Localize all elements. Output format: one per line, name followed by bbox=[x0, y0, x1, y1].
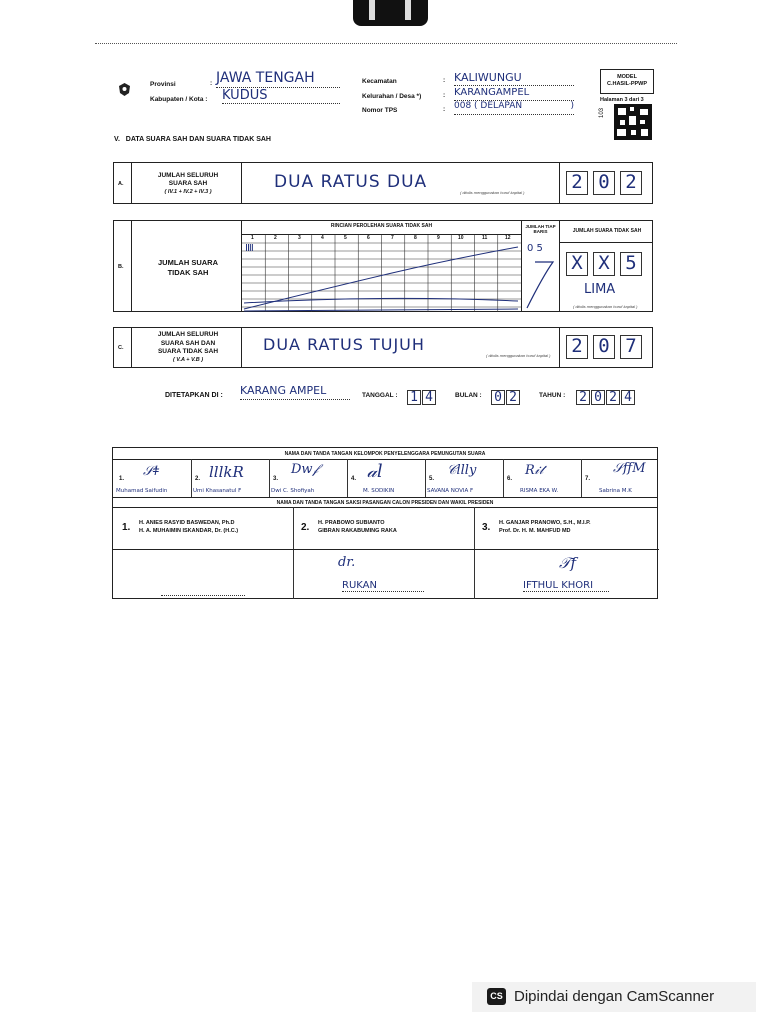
day-digit: 1 bbox=[407, 390, 421, 405]
row-c-label: JUMLAH SELURUH SUARA SAH DAN SUARA TIDAK SAH bbox=[157, 331, 219, 355]
tps-value bbox=[454, 101, 574, 115]
colon: : bbox=[443, 106, 446, 113]
model-line1: MODEL bbox=[617, 74, 637, 80]
district-label: Kecamatan bbox=[362, 78, 397, 85]
row-a bbox=[113, 162, 653, 204]
year-digit: 4 bbox=[621, 390, 635, 405]
year-boxes bbox=[576, 388, 636, 406]
grid-col: 1 bbox=[251, 235, 254, 241]
row-c-digit-2: 0 bbox=[593, 335, 615, 359]
candidate-name-1: H. ANIES RASYID BASWEDAN, Ph.D bbox=[139, 520, 235, 526]
candidate-name-2: H. A. MUHAIMIN ISKANDAR, Dr. (H.C.) bbox=[139, 528, 239, 534]
camscanner-logo-text: CS bbox=[490, 991, 503, 1001]
day-label: TANGGAL : bbox=[362, 392, 398, 399]
row-b-letter: B. bbox=[118, 264, 124, 270]
official-signature: Dw𝒻 bbox=[291, 462, 319, 477]
cut-line bbox=[95, 43, 677, 44]
divider bbox=[113, 497, 657, 498]
divider bbox=[113, 549, 659, 550]
official-name: SAVANA NOVIA F bbox=[427, 488, 474, 494]
officials-title: NAMA DAN TANDA TANGAN KELOMPOK PENYELENGGARA PEMUNGUTAN SUARA bbox=[284, 451, 486, 457]
scan-fragment bbox=[353, 0, 428, 26]
official-name: Umi Khasanatul F bbox=[193, 488, 242, 494]
grid-col: 9 bbox=[437, 235, 440, 241]
witness-2-name: RUKAN bbox=[342, 580, 424, 592]
colon: : bbox=[443, 92, 446, 99]
candidate-no: 3. bbox=[482, 522, 491, 533]
row-b-digit-2: X bbox=[593, 252, 615, 276]
official-no: 7. bbox=[585, 476, 591, 482]
model-line2: C.HASIL-PPWP bbox=[606, 81, 648, 87]
official-name: Muhamad Saifudin bbox=[116, 488, 168, 494]
regency-label: Kabupaten / Kota : bbox=[150, 96, 208, 103]
grid-col-numbers bbox=[242, 235, 521, 242]
row-b-label: JUMLAH SUARA TIDAK SAH bbox=[158, 258, 218, 277]
row-a-letter: A. bbox=[118, 181, 124, 187]
row-a-digit-3: 2 bbox=[620, 171, 642, 195]
candidate-name-1: H. GANJAR PRANOWO, S.H., M.I.P. bbox=[499, 520, 591, 526]
place-label: DITETAPKAN DI : bbox=[165, 392, 223, 399]
candidate-name-1: H. PRABOWO SUBIANTO bbox=[318, 520, 385, 526]
tally-grid bbox=[242, 234, 521, 312]
row-c-formula: ( V.A + V.B ) bbox=[172, 357, 204, 363]
officials-row bbox=[113, 459, 659, 497]
official-signature: lllkR bbox=[209, 463, 244, 481]
row-c-digit-1: 2 bbox=[566, 335, 588, 359]
village-label: Kelurahan / Desa *) bbox=[362, 93, 422, 100]
month-boxes bbox=[491, 388, 521, 406]
grid-col: 2 bbox=[274, 235, 277, 241]
total-title: JUMLAH SUARA TIDAK SAH bbox=[572, 228, 642, 234]
year-digit: 0 bbox=[591, 390, 605, 405]
witness-1-line bbox=[161, 587, 245, 596]
page-label: Halaman 3 dari 3 bbox=[600, 97, 644, 103]
year-digit: 2 bbox=[606, 390, 620, 405]
candidate-name-2: GIBRAN RAKABUMING RAKA bbox=[318, 528, 397, 534]
row-b-note: ( ditulis menggunakan huruf kapital ) bbox=[573, 304, 638, 309]
tally-mark: IIII bbox=[245, 243, 253, 254]
row-b bbox=[113, 220, 653, 312]
row-c-letter: C. bbox=[118, 345, 124, 351]
official-signature: 𝒮ǂ bbox=[143, 464, 160, 479]
divider bbox=[559, 242, 653, 243]
tps-close: ) bbox=[570, 101, 574, 111]
section-title: V. DATA SUARA SAH DAN SUARA TIDAK SAH bbox=[114, 136, 271, 143]
official-no: 4. bbox=[351, 476, 357, 482]
official-no: 2. bbox=[195, 476, 201, 482]
official-no: 5. bbox=[429, 476, 435, 482]
signature-table bbox=[112, 447, 658, 599]
row-b-digit-1: X bbox=[566, 252, 588, 276]
model-box bbox=[600, 69, 654, 94]
grid-col: 7 bbox=[391, 235, 394, 241]
grid-title: RINCIAN PEROLEHAN SUARA TIDAK SAH bbox=[330, 223, 433, 229]
day-boxes bbox=[407, 388, 437, 406]
official-signature: 𝒞llly bbox=[447, 463, 477, 478]
official-name: Sabrina M.K bbox=[599, 488, 632, 494]
year-digit: 2 bbox=[576, 390, 590, 405]
row-a-formula: ( IV.1 + IV.2 + IV.3 ) bbox=[164, 189, 212, 195]
row-a-digit-2: 0 bbox=[593, 171, 615, 195]
row-b-words: LIMA bbox=[584, 282, 616, 297]
grid-col: 10 bbox=[458, 235, 464, 241]
witness-signature: dr. bbox=[338, 555, 356, 570]
grid-col: 12 bbox=[505, 235, 511, 241]
witness-signature: 𝒯f bbox=[559, 554, 577, 572]
village-value: KARANGAMPEL bbox=[454, 87, 574, 101]
camscanner-badge bbox=[472, 982, 756, 1012]
grid-col: 5 bbox=[344, 235, 347, 241]
candidate-name-2: Prof. Dr. H. M. MAHFUD MD bbox=[499, 528, 571, 534]
official-name: Dwi C. Shofiyah bbox=[271, 488, 315, 494]
candidate-no: 1. bbox=[122, 522, 131, 533]
row-a-words: DUA RATUS DUA bbox=[274, 172, 428, 192]
row-c bbox=[113, 327, 653, 368]
emblem-icon bbox=[119, 83, 130, 96]
row-b-digit-3: 5 bbox=[620, 252, 642, 276]
witnesses-title: NAMA DAN TANDA TANGAN SAKSI PASANGAN CALON PRESIDEN DAN WAKIL PRESIDEN bbox=[276, 500, 494, 506]
candidates-row bbox=[113, 507, 659, 599]
place-value: KARANG AMPEL bbox=[240, 384, 350, 400]
tps-number: 008 ( DELAPAN bbox=[454, 101, 523, 111]
row-c-words: DUA RATUS TUJUH bbox=[263, 335, 425, 354]
candidate-no: 2. bbox=[301, 522, 310, 533]
row-a-label: JUMLAH SELURUH SUARA SAH bbox=[157, 172, 219, 187]
official-name: M. SODIKIN bbox=[363, 488, 395, 494]
grid-col: 11 bbox=[482, 235, 488, 241]
grid-col: 4 bbox=[321, 235, 324, 241]
official-signature: R𝒾𝓉 bbox=[525, 463, 544, 478]
tps-label: Nomor TPS bbox=[362, 107, 398, 114]
per-row-cross-icon bbox=[523, 256, 558, 310]
official-no: 6. bbox=[507, 476, 513, 482]
province-label: Provinsi bbox=[150, 81, 176, 88]
official-name: RISMA EKA W. bbox=[520, 488, 559, 494]
month-digit: 2 bbox=[506, 390, 520, 405]
grid-col: 6 bbox=[367, 235, 370, 241]
grid-col: 3 bbox=[298, 235, 301, 241]
district-value: KALIWUNGU bbox=[454, 71, 574, 86]
per-row-title: JUMLAH TIAP BARIS bbox=[525, 224, 556, 234]
row-a-note: ( ditulis menggunakan huruf kapital ) bbox=[460, 190, 525, 195]
regency-value: KUDUS bbox=[222, 88, 340, 104]
camscanner-logo bbox=[487, 988, 506, 1005]
camscanner-text: Dipindai dengan CamScanner bbox=[514, 988, 715, 1005]
official-no: 1. bbox=[119, 476, 125, 482]
year-label: TAHUN : bbox=[539, 392, 566, 399]
code-label: 103 bbox=[599, 107, 605, 118]
witness-3-name: IFTHUL KHORI bbox=[523, 580, 609, 592]
official-no: 3. bbox=[273, 476, 279, 482]
province-value: JAWA TENGAH bbox=[216, 70, 340, 88]
row-c-note: ( ditulis menggunakan huruf kapital ) bbox=[486, 353, 551, 358]
row-a-digit-1: 2 bbox=[566, 171, 588, 195]
qr-code-icon bbox=[614, 104, 652, 140]
per-row-value: 0 5 bbox=[527, 243, 543, 254]
colon: : bbox=[443, 77, 446, 84]
month-digit: 0 bbox=[491, 390, 505, 405]
official-signature: 𝒮ffM bbox=[613, 461, 646, 476]
row-c-digit-3: 7 bbox=[620, 335, 642, 359]
official-signature: 𝒶l bbox=[367, 461, 383, 482]
colon: : bbox=[210, 80, 213, 87]
day-digit: 4 bbox=[422, 390, 436, 405]
month-label: BULAN : bbox=[455, 392, 482, 399]
grid-col: 8 bbox=[414, 235, 417, 241]
